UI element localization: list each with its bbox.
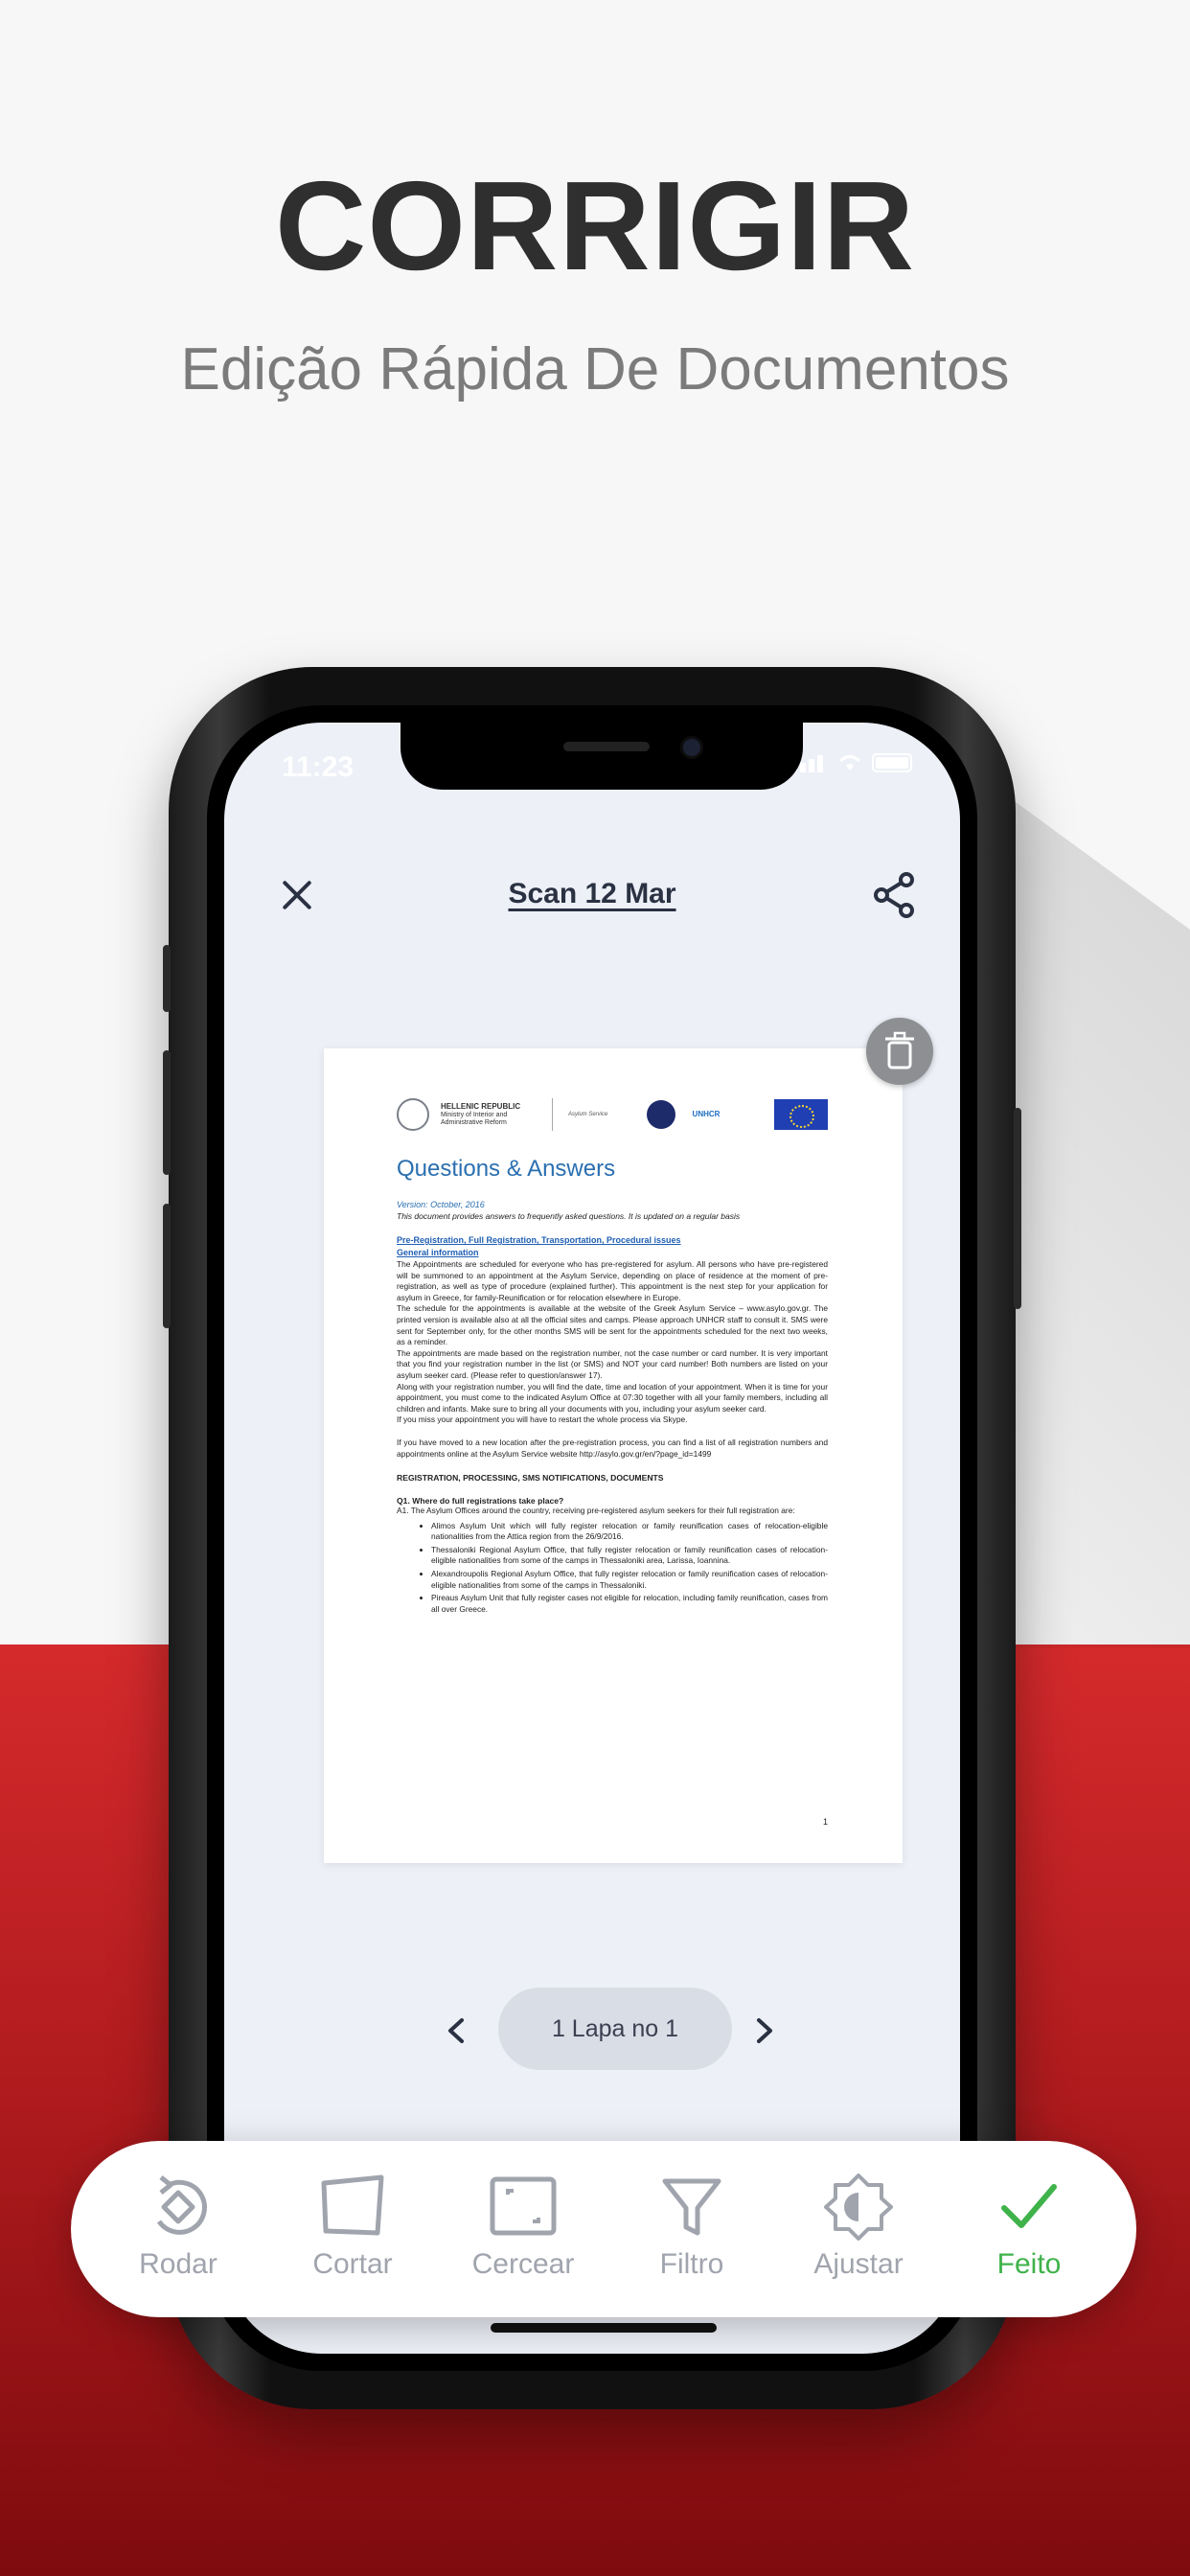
logo-divider <box>552 1098 553 1131</box>
tool-label: Filtro <box>659 2248 724 2280</box>
delete-page-button[interactable] <box>866 1018 933 1085</box>
paragraph: If you have moved to a new location after the pre-registration process, you can find a list of all registration numbers and appointments online at the Asylum Service website http://asylo.gov.gr/en/?page_id=1499 <box>397 1437 828 1459</box>
document-title[interactable]: Scan 12 Mar <box>508 878 676 909</box>
scanned-page[interactable] <box>324 1048 903 1863</box>
adjust-button[interactable] <box>782 2174 935 2298</box>
wifi-icon <box>837 753 862 772</box>
crop-button[interactable] <box>276 2174 429 2298</box>
document-version: Version: October, 2016 <box>397 1200 485 1209</box>
frame-icon <box>485 2174 561 2241</box>
chevron-right-icon[interactable] <box>747 2014 780 2047</box>
tool-label: Rodar <box>139 2248 217 2280</box>
edit-toolbar <box>71 2141 1136 2317</box>
app-top-bar <box>224 857 960 933</box>
list-item: • Alexandroupolis Regional Asylum Office, that fully register relocation or family reunification cases of relocation-eligible nationalities from some of the camps in Thessaloniki. <box>431 1569 828 1591</box>
check-icon <box>991 2174 1067 2241</box>
home-indicator <box>491 2323 717 2333</box>
adjust-icon <box>820 2174 897 2241</box>
list-item: • Thessaloniki Regional Asylum Office, that fully register relocation or family reunification cases of relocation-eligible nationalities from some of the camps in Thessaloniki area, Larissa, Ioannina. <box>431 1545 828 1567</box>
unhcr-logo: UNHCR <box>692 1110 721 1118</box>
document-intro: This document provides answers to frequently asked questions. It is updated on a regular basis <box>397 1211 741 1221</box>
section-heading: REGISTRATION, PROCESSING, SMS NOTIFICATIONS, DOCUMENTS <box>397 1473 664 1484</box>
promo-subtitle: Edição Rápida De Documentos <box>180 336 1010 402</box>
document-logos <box>397 1094 828 1135</box>
crop-icon <box>314 2174 391 2241</box>
phone-notch <box>400 723 803 790</box>
share-icon[interactable] <box>868 868 922 922</box>
list-item: • Alimos Asylum Unit which will fully register relocation or family reunification cases of relocation-eligible nationalities from the Attica region from the 26/9/2016. <box>431 1521 828 1543</box>
frame-button[interactable] <box>446 2174 600 2298</box>
phone-power-button <box>1014 1108 1021 1309</box>
filter-button[interactable] <box>615 2174 768 2298</box>
rotate-button[interactable] <box>102 2174 255 2298</box>
phone-mute-switch <box>163 945 171 1012</box>
rotate-icon <box>140 2174 217 2241</box>
phone-bezel <box>207 705 977 2371</box>
phone-volume-down <box>163 1204 171 1328</box>
filter-icon <box>653 2174 730 2241</box>
list-item: • Pireaus Asylum Unit that fully register cases not eligible for relocation, including family reunification, cases from all over Greece. <box>431 1593 828 1615</box>
question: Q1. Where do full registrations take place? <box>397 1496 564 1506</box>
speaker-grille <box>563 742 650 751</box>
tool-label: Cortar <box>312 2248 393 2280</box>
office-list <box>431 1521 828 1616</box>
phone-screen <box>224 723 960 2354</box>
answer: A1. The Asylum Offices around the country, receiving pre-registered asylum seekers for their full registration are: <box>397 1506 795 1516</box>
promo-headline: CORRIGIR <box>275 155 915 296</box>
status-time: 11:23 <box>282 751 355 783</box>
phone-volume-up <box>163 1050 171 1175</box>
paragraph: The Appointments are scheduled for everyone who has pre-registered for asylum. All persons who have pre-registered will be summoned to an appointment at the Asylum Service, depending on place of residence at the moment of pre-registration, as well as type of procedure (explained further). This appointment is the next step for your application for asylum in Greece, for family-Reunification or for relocation elsewhere in Europe. <box>397 1259 828 1302</box>
page-indicator: 1 Lapa no 1 <box>498 1988 732 2070</box>
paragraph: The appointments are made based on the registration number, not the case number or card number. It is very important that you find your registration number in the list (or SMS) and NOT your card number! Both numbers are listed on your asylum seeker card. (Please refer to question/answer 17). <box>397 1347 828 1380</box>
chevron-left-icon[interactable] <box>441 2014 473 2047</box>
greek-crest-icon <box>397 1098 429 1131</box>
tool-label: Cercear <box>471 2248 575 2280</box>
front-camera <box>680 736 703 759</box>
paragraph: Along with your registration number, you will find the date, time and location of your appointment. When it is time for your appointment, you must come to the indicated Asylum Office at 07:30 together with all your family members, including all children and infants. Make sure to bring all your documents with you, including your asylum seeker card. <box>397 1381 828 1414</box>
paragraph: If you miss your appointment you will have to restart the whole process via Skype. <box>397 1414 688 1425</box>
tool-label: Ajustar <box>813 2248 904 2280</box>
page-navigator <box>224 1988 960 2074</box>
trash-icon <box>866 1018 933 1085</box>
page-number: 1 <box>822 1817 828 1827</box>
section-link: Pre-Registration, Full Registration, Transportation, Procedural issues General information <box>397 1235 681 1257</box>
status-icons <box>791 753 912 772</box>
easo-logo-icon <box>647 1100 675 1129</box>
asylum-service-label: Asylum Service <box>568 1112 608 1117</box>
tool-label: Feito <box>996 2248 1062 2280</box>
done-button[interactable] <box>952 2174 1106 2298</box>
battery-icon <box>872 753 912 772</box>
eu-flag-icon <box>774 1099 828 1130</box>
document-heading: Questions & Answers <box>397 1156 616 1182</box>
republic-text: HELLENIC REPUBLIC Ministry of Interior and Administrative Reform <box>441 1101 521 1126</box>
paragraph: The schedule for the appointments is available at the website of the Greek Asylum Service – www.asylo.gov.gr. The printed version is available also at all the official sites and camps. Please approach UNHCR staff to consult it. SMS were sent for September only, for the other months SMS will be sent for the appointments scheduled for the next two weeks, as a reminder. <box>397 1303 828 1347</box>
